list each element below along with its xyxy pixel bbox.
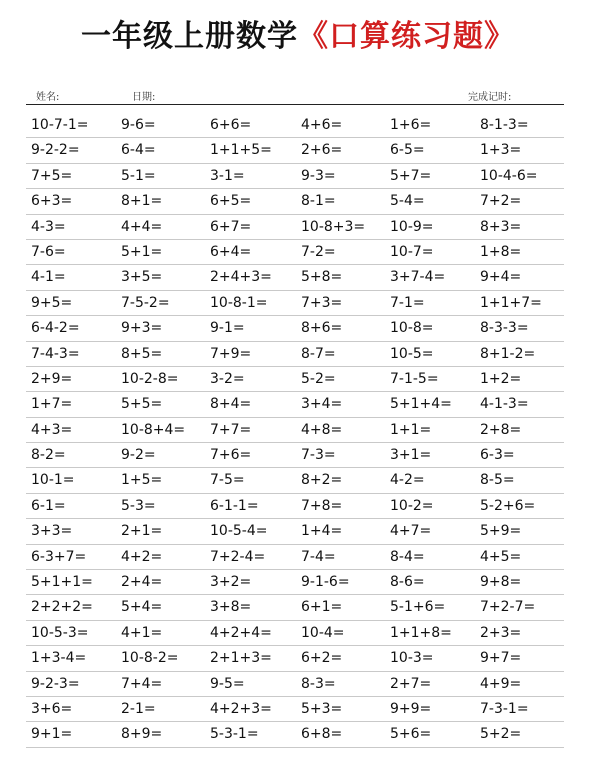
problem-cell: 9-2-3=	[31, 675, 80, 692]
problem-row	[26, 164, 564, 189]
problem-cell: 10-8+3=	[301, 218, 366, 235]
problem-cell: 9-1=	[210, 320, 245, 337]
problem-cell: 4+6=	[301, 117, 343, 133]
problem-cell: 3+3=	[31, 523, 73, 540]
problem-cell: 6+6=	[210, 117, 252, 133]
problem-row	[26, 113, 564, 138]
problem-cell: 4-3=	[31, 218, 66, 235]
problem-cell: 3-2=	[210, 370, 245, 387]
problem-cell: 8+4=	[210, 396, 252, 413]
problem-cell: 9-2=	[121, 447, 156, 464]
problem-cell: 1+2=	[480, 370, 522, 387]
problem-row	[26, 468, 564, 493]
problem-cell: 7-5-2=	[121, 294, 170, 311]
problem-cell: 6+2=	[301, 650, 343, 667]
problem-cell: 9-5=	[210, 675, 245, 692]
problem-cell: 3+4=	[301, 396, 343, 413]
problem-cell: 7+5=	[31, 167, 73, 184]
problem-cell: 10-7=	[390, 243, 434, 260]
problem-cell: 10-4-6=	[480, 167, 538, 184]
problem-cell: 4-1-3=	[480, 396, 529, 413]
problem-cell: 10-5=	[390, 345, 434, 362]
problem-cell: 5+6=	[390, 726, 432, 743]
problem-cell: 6+8=	[301, 726, 343, 743]
problem-cell: 7-1-5=	[390, 370, 439, 387]
problem-row	[26, 392, 564, 417]
problem-cell: 4+2+3=	[210, 700, 272, 717]
problem-cell: 6+5=	[210, 193, 252, 210]
problem-cell: 1+6=	[390, 117, 432, 133]
problem-cell: 10-8-2=	[121, 650, 179, 667]
problem-cell: 2+1+3=	[210, 650, 272, 667]
problem-cell: 2-1=	[121, 700, 156, 717]
problem-cell: 10-8-1=	[210, 294, 268, 311]
problem-row	[26, 494, 564, 519]
problem-cell: 2+9=	[31, 370, 73, 387]
problem-cell: 4-2=	[390, 472, 425, 489]
problem-row	[26, 519, 564, 544]
problem-cell: 5-1+6=	[390, 599, 446, 616]
problem-cell: 3+1=	[390, 447, 432, 464]
problem-cell: 5-2=	[301, 370, 336, 387]
problem-cell: 6-1-1=	[210, 497, 259, 514]
problem-cell: 8-3-3=	[480, 320, 529, 337]
problem-cell: 10-8=	[390, 320, 434, 337]
problem-cell: 7-6=	[31, 243, 66, 260]
problem-cell: 4+5=	[480, 548, 522, 565]
problem-cell: 3+6=	[31, 700, 73, 717]
problem-cell: 10-8+4=	[121, 421, 186, 438]
problem-row	[26, 443, 564, 468]
problem-cell: 10-2=	[390, 497, 434, 514]
problem-cell: 1+1+7=	[480, 294, 542, 311]
problem-cell: 10-3=	[390, 650, 434, 667]
problem-row	[26, 240, 564, 265]
problem-cell: 1+1=	[390, 421, 432, 438]
problem-cell: 5+4=	[121, 599, 163, 616]
problem-cell: 7-4=	[301, 548, 336, 565]
problem-cell: 9+1=	[31, 726, 73, 743]
problem-cell: 8-5=	[480, 472, 515, 489]
title-highlight: 《口算练习题》	[298, 19, 515, 54]
problem-cell: 5+5=	[121, 396, 163, 413]
problem-cell: 8-2=	[31, 447, 66, 464]
problem-cell: 3+5=	[121, 269, 163, 286]
problem-grid	[26, 113, 564, 748]
problem-cell: 6-1=	[31, 497, 66, 514]
problem-cell: 8-1=	[301, 193, 336, 210]
problem-cell: 8+6=	[301, 320, 343, 337]
problem-row	[26, 189, 564, 214]
problem-cell: 6-4=	[121, 142, 156, 159]
date-label: 日期:	[132, 92, 156, 103]
problem-cell: 1+5=	[121, 472, 163, 489]
problem-row	[26, 722, 564, 747]
problem-cell: 1+3=	[480, 142, 522, 159]
problem-cell: 1+1+5=	[210, 142, 272, 159]
problem-cell: 4+8=	[301, 421, 343, 438]
problem-cell: 8+9=	[121, 726, 163, 743]
problem-row	[26, 215, 564, 240]
problem-cell: 1+1+8=	[390, 624, 452, 641]
problem-cell: 7+2-7=	[480, 599, 536, 616]
problem-cell: 7-5=	[210, 472, 245, 489]
problem-cell: 9+4=	[480, 269, 522, 286]
problem-cell: 4+4=	[121, 218, 163, 235]
problem-cell: 9+8=	[480, 574, 522, 591]
problem-cell: 8-7=	[301, 345, 336, 362]
problem-cell: 5-3=	[121, 497, 156, 514]
problem-cell: 5+1=	[121, 243, 163, 260]
problem-cell: 6-5=	[390, 142, 425, 159]
problem-cell: 8+3=	[480, 218, 522, 235]
problem-cell: 5-1=	[121, 167, 156, 184]
problem-cell: 6-3=	[480, 447, 515, 464]
problem-cell: 9-2-2=	[31, 142, 80, 159]
problem-cell: 10-4=	[301, 624, 345, 641]
problem-cell: 1+3-4=	[31, 650, 87, 667]
problem-cell: 8-4=	[390, 548, 425, 565]
problem-cell: 6+1=	[301, 599, 343, 616]
problem-row	[26, 646, 564, 671]
problem-cell: 7+9=	[210, 345, 252, 362]
problem-cell: 9+3=	[121, 320, 163, 337]
problem-cell: 5+3=	[301, 700, 343, 717]
problem-cell: 4-1=	[31, 269, 66, 286]
problem-cell: 7+2=	[480, 193, 522, 210]
problem-cell: 2+1=	[121, 523, 163, 540]
problem-cell: 5+2=	[480, 726, 522, 743]
problem-cell: 9+7=	[480, 650, 522, 667]
problem-cell: 7+6=	[210, 447, 252, 464]
problem-cell: 3+7-4=	[390, 269, 446, 286]
problem-cell: 5+8=	[301, 269, 343, 286]
problem-row	[26, 367, 564, 392]
problem-cell: 8-6=	[390, 574, 425, 591]
problem-cell: 9-6=	[121, 117, 156, 133]
problem-cell: 10-2-8=	[121, 370, 179, 387]
problem-row	[26, 138, 564, 163]
problem-row	[26, 545, 564, 570]
problem-cell: 10-1=	[31, 472, 75, 489]
page-title	[0, 14, 596, 60]
problem-cell: 7-3=	[301, 447, 336, 464]
problem-row	[26, 697, 564, 722]
problem-cell: 6-3+7=	[31, 548, 87, 565]
problem-cell: 2+8=	[480, 421, 522, 438]
problem-cell: 2+6=	[301, 142, 343, 159]
problem-cell: 4+2+4=	[210, 624, 272, 641]
header-divider	[26, 104, 564, 105]
problem-cell: 2+3=	[480, 624, 522, 641]
problem-cell: 10-5-3=	[31, 624, 89, 641]
problem-row	[26, 265, 564, 290]
problem-cell: 6+3=	[31, 193, 73, 210]
problem-row	[26, 672, 564, 697]
problem-cell: 8-3=	[301, 675, 336, 692]
problem-cell: 4+9=	[480, 675, 522, 692]
problem-cell: 2+7=	[390, 675, 432, 692]
problem-cell: 7-2=	[301, 243, 336, 260]
problem-cell: 10-9=	[390, 218, 434, 235]
problem-cell: 8+1=	[121, 193, 163, 210]
problem-cell: 4+1=	[121, 624, 163, 641]
problem-cell: 7-4-3=	[31, 345, 80, 362]
problem-cell: 7+7=	[210, 421, 252, 438]
problem-cell: 1+8=	[480, 243, 522, 260]
problem-row	[26, 316, 564, 341]
problem-cell: 9-3=	[301, 167, 336, 184]
title-main: 一年级上册数学	[81, 19, 298, 54]
problem-cell: 9-1-6=	[301, 574, 350, 591]
problem-cell: 5+7=	[390, 167, 432, 184]
problem-cell: 10-5-4=	[210, 523, 268, 540]
problem-row	[26, 621, 564, 646]
problem-cell: 6-4-2=	[31, 320, 80, 337]
problem-cell: 8+1-2=	[480, 345, 536, 362]
problem-row	[26, 291, 564, 316]
problem-cell: 9+5=	[31, 294, 73, 311]
problem-cell: 2+2+2=	[31, 599, 93, 616]
name-label: 姓名:	[36, 92, 60, 103]
problem-cell: 5-2+6=	[480, 497, 536, 514]
problem-cell: 5-4=	[390, 193, 425, 210]
problem-cell: 7-3-1=	[480, 700, 529, 717]
problem-row	[26, 342, 564, 367]
problem-cell: 7+4=	[121, 675, 163, 692]
problem-cell: 1+7=	[31, 396, 73, 413]
problem-cell: 3-1=	[210, 167, 245, 184]
problem-cell: 9+9=	[390, 700, 432, 717]
problem-cell: 7-1=	[390, 294, 425, 311]
problem-cell: 8+2=	[301, 472, 343, 489]
time-label: 完成记时:	[468, 92, 512, 103]
problem-cell: 5-3-1=	[210, 726, 259, 743]
problem-cell: 1+4=	[301, 523, 343, 540]
problem-cell: 5+1+1=	[31, 574, 93, 591]
problem-row	[26, 570, 564, 595]
problem-cell: 6+7=	[210, 218, 252, 235]
problem-row	[26, 595, 564, 620]
problem-cell: 10-7-1=	[31, 117, 89, 133]
problem-cell: 2+4+3=	[210, 269, 272, 286]
problem-cell: 8-1-3=	[480, 117, 529, 133]
problem-cell: 4+2=	[121, 548, 163, 565]
problem-cell: 3+2=	[210, 574, 252, 591]
problem-cell: 7+8=	[301, 497, 343, 514]
problem-cell: 3+8=	[210, 599, 252, 616]
problem-cell: 4+7=	[390, 523, 432, 540]
problem-cell: 7+2-4=	[210, 548, 266, 565]
problem-cell: 5+9=	[480, 523, 522, 540]
problem-cell: 8+5=	[121, 345, 163, 362]
problem-cell: 7+3=	[301, 294, 343, 311]
info-row	[26, 86, 564, 104]
problem-cell: 4+3=	[31, 421, 73, 438]
problem-cell: 5+1+4=	[390, 396, 452, 413]
problem-cell: 2+4=	[121, 574, 163, 591]
problem-row	[26, 418, 564, 443]
problem-cell: 6+4=	[210, 243, 252, 260]
